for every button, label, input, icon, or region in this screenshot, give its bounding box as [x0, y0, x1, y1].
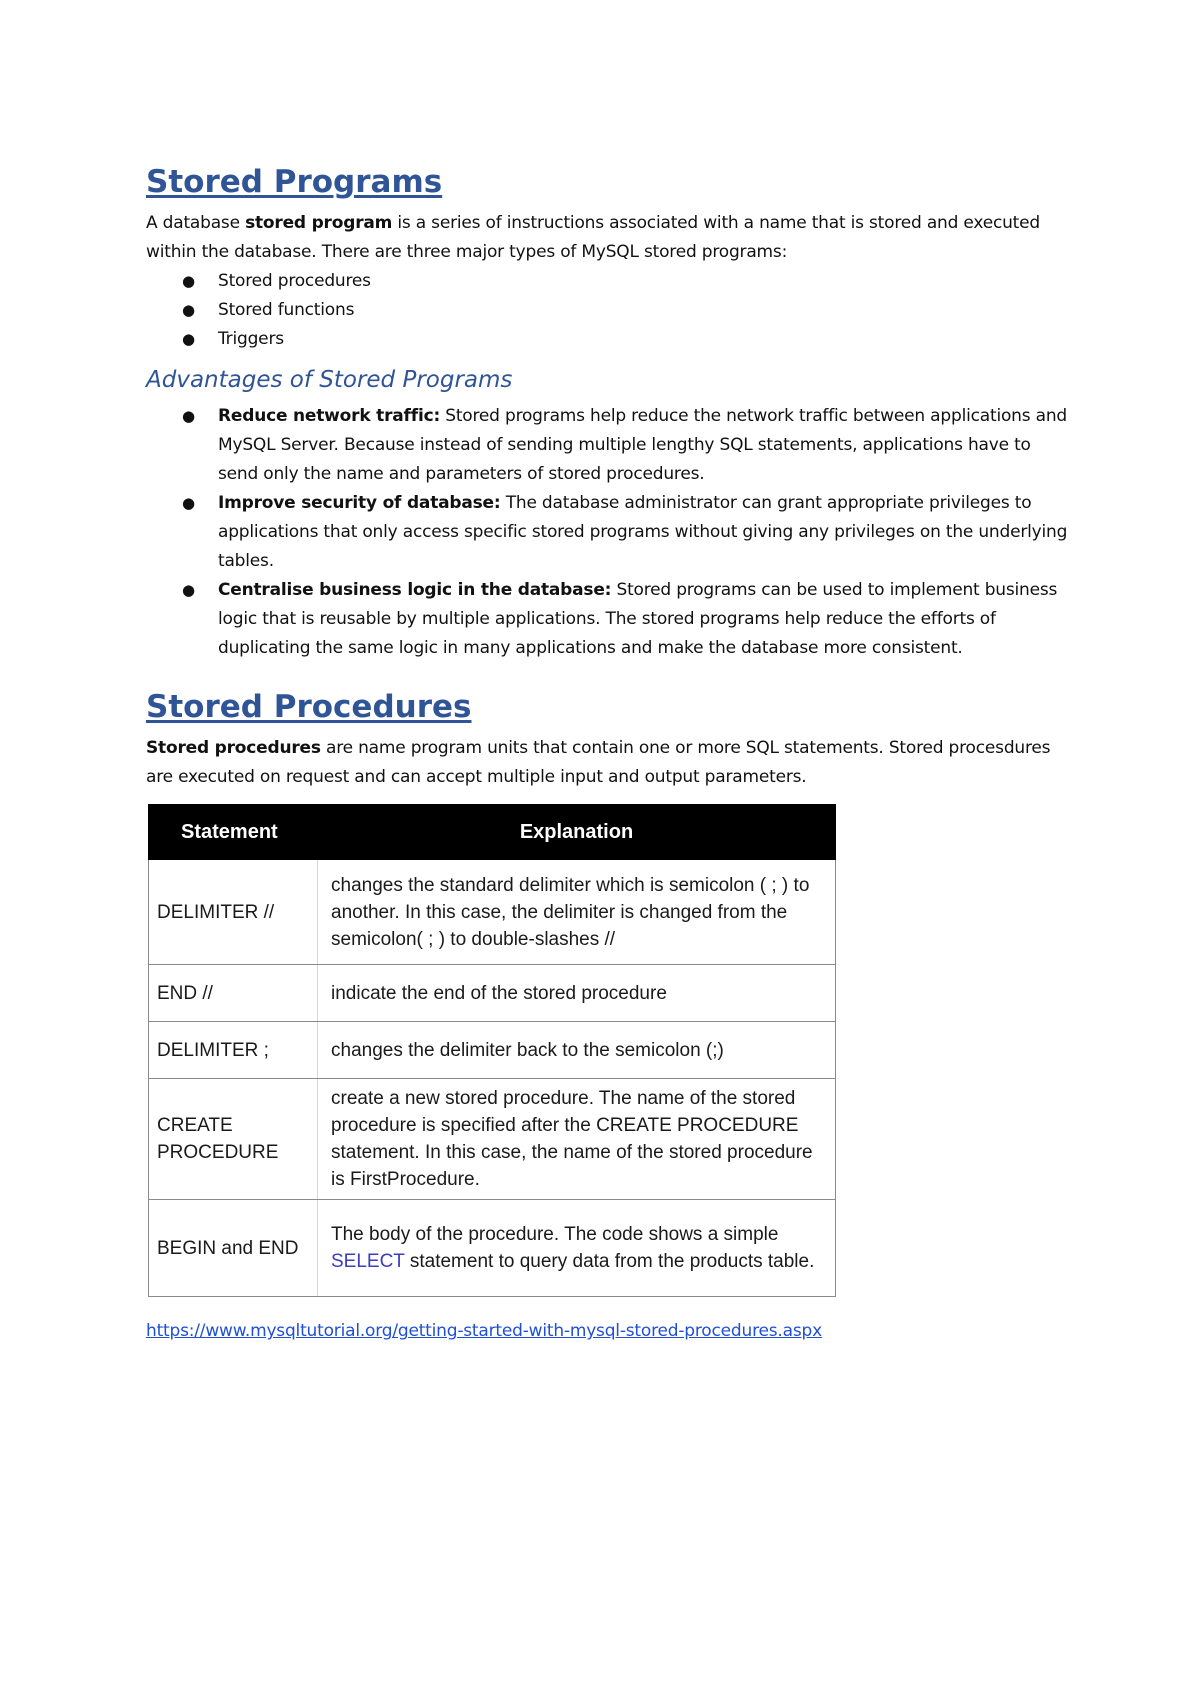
stored-procedures-intro	[146, 734, 1076, 792]
heading-advantages: Advantages of Stored Programs	[146, 367, 513, 394]
bullet-icon: ●	[182, 330, 195, 349]
explanation-cell: changes the standard delimiter which is semicolon ( ; ) to another. In this case, the delimiter is changed from the semicolon( ; ) to double-slashes //	[318, 860, 836, 965]
statement-cell: BEGIN and END	[149, 1200, 318, 1297]
list-item	[146, 402, 1076, 489]
intro-text-bold: stored program	[245, 213, 393, 234]
table-row	[149, 1079, 836, 1200]
explanation-cell: create a new stored procedure. The name of the stored procedure is specified after the CREATE PROCEDURE statement. In this case, the name of the stored procedure is FirstProcedure.	[318, 1079, 836, 1200]
sql-keyword: SELECT	[331, 1251, 405, 1273]
list-item	[146, 267, 1076, 296]
section-stored-procedures	[146, 689, 1076, 1341]
list-item	[146, 325, 1076, 354]
list-item-text: Stored functions	[218, 300, 355, 321]
advantage-text: Stored programs help reduce the network traffic between applications and MySQL Server. Because instead of sending multiple lengthy SQL statements, applications have to send only the name and parameters of stored procedures.	[218, 406, 1067, 485]
advantage-label: Improve security of database:	[218, 493, 501, 514]
table-row	[149, 860, 836, 965]
bullet-icon: ●	[182, 301, 195, 320]
explanation-cell: changes the delimiter back to the semicolon (;)	[318, 1022, 836, 1079]
bullet-icon: ●	[182, 494, 195, 513]
bullet-icon: ●	[182, 407, 195, 426]
list-item-text: Stored procedures	[218, 271, 371, 292]
statement-cell: END //	[149, 965, 318, 1022]
source-link[interactable]: https://www.mysqltutorial.org/getting-started-with-mysql-stored-procedures.aspx	[146, 1321, 822, 1342]
advantages-list	[146, 402, 1076, 663]
explanation-text-post: statement to query data from the products table.	[404, 1251, 815, 1273]
statement-cell: DELIMITER //	[149, 860, 318, 965]
advantage-text: Stored programs can be used to implement business logic that is reusable by multiple applications. The stored programs help reduce the efforts of duplicating the same logic in many applications and make the database more consistent.	[218, 580, 1058, 659]
heading-stored-programs: Stored Programs	[146, 164, 443, 200]
list-item-text: Triggers	[218, 329, 284, 350]
bullet-icon: ●	[182, 581, 195, 600]
advantage-label: Reduce network traffic:	[218, 406, 441, 427]
table-row	[149, 1200, 836, 1297]
intro-text-post: is a series of instructions associated with a name that is stored and executed within the database. There are three major types of MySQL stored programs:	[146, 213, 1041, 263]
statement-cell: CREATE PROCEDURE	[149, 1079, 318, 1200]
advantage-text: The database administrator can grant appropriate privileges to applications that only access specific stored programs without giving any privileges on the underlying tables.	[218, 493, 1068, 572]
intro-text-bold: Stored procedures	[146, 738, 321, 759]
list-item	[146, 489, 1076, 576]
table-row	[149, 965, 836, 1022]
stored-programs-intro	[146, 209, 1076, 267]
list-item	[146, 296, 1076, 325]
intro-text-post: are name program units that contain one or more SQL statements. Stored procesdures are executed on request and can accept multiple input and output parameters.	[146, 738, 1051, 788]
explanation-text-pre: The body of the procedure. The code shows a simple	[331, 1224, 779, 1246]
statement-cell: DELIMITER ;	[149, 1022, 318, 1079]
intro-text-pre: A database	[146, 213, 246, 234]
section-stored-programs	[146, 164, 1076, 354]
advantage-label: Centralise business logic in the database:	[218, 580, 612, 601]
list-item	[146, 576, 1076, 663]
explanation-cell: indicate the end of the stored procedure	[318, 965, 836, 1022]
document-content	[146, 164, 1076, 1341]
heading-stored-procedures: Stored Procedures	[146, 689, 472, 726]
table-row	[149, 1022, 836, 1079]
bullet-icon: ●	[182, 272, 195, 291]
explanation-cell	[318, 1200, 836, 1297]
column-header-explanation: Explanation	[318, 805, 836, 860]
statement-table	[148, 804, 836, 1297]
table-header-row	[149, 805, 836, 860]
section-advantages	[146, 366, 1076, 663]
stored-program-types-list	[146, 267, 1076, 354]
column-header-statement: Statement	[149, 805, 318, 860]
